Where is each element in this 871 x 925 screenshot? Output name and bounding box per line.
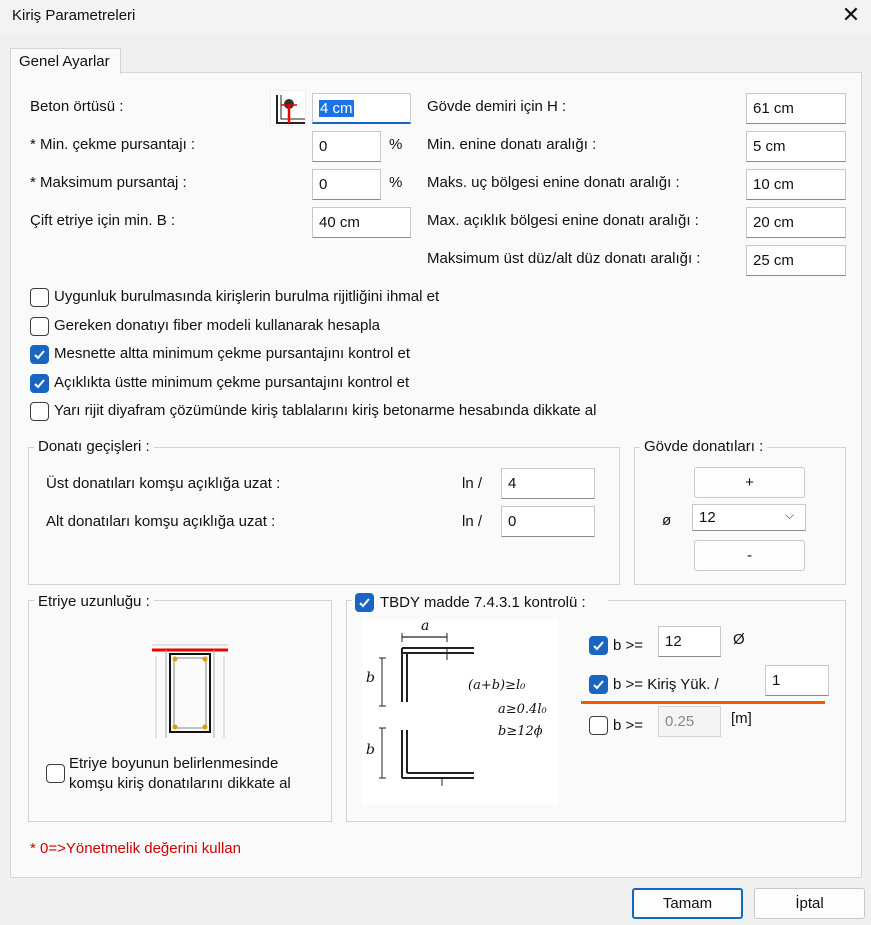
window-title: Kiriş Parametreleri: [12, 7, 136, 24]
tbdy-b-meter-checkbox[interactable]: [589, 716, 608, 735]
govde-demiri-label: Gövde demiri için H :: [427, 98, 567, 115]
beton-ortusu-label: Beton örtüsü :: [30, 98, 124, 115]
anchorage-sketch: [362, 620, 558, 804]
tbdy-b-meter-unit: [m]: [731, 710, 752, 727]
alt-donati-unit: ln /: [462, 513, 483, 530]
maks-pursantaj-label: * Maksimum pursantaj :: [30, 174, 187, 191]
min-enine-label: Min. enine donatı aralığı :: [427, 136, 597, 153]
etriye-checkbox-label-2: komşu kiriş donatılarını dikkate al: [69, 775, 291, 792]
tbdy-b-diameter-input[interactable]: 12: [658, 626, 721, 657]
close-icon[interactable]: ✕: [841, 2, 861, 27]
maks-pursantaj-input[interactable]: 0: [312, 169, 381, 200]
min-enine-input[interactable]: 5 cm: [746, 131, 846, 162]
ust-donati-unit: ln /: [462, 475, 483, 492]
cover-concrete-icon: [270, 90, 306, 126]
tbdy-checkbox[interactable]: [355, 593, 374, 612]
alt-donati-label: Alt donatıları komşu açıklığa uzat :: [46, 513, 276, 530]
min-cekme-input[interactable]: 0: [312, 131, 381, 162]
donati-gecisleri-title: Donatı geçişleri :: [34, 438, 154, 455]
option-checkbox[interactable]: [30, 317, 49, 336]
etriye-uzunlugu-title: Etriye uzunluğu :: [34, 593, 154, 610]
sketch-label-b-top: b: [366, 670, 375, 686]
cift-etriye-input[interactable]: 40 cm: [312, 207, 411, 238]
sketch-formula-1: (a+b)≥l₀: [468, 678, 526, 693]
option-label: Mesnette altta minimum çekme pursantajını kontrol et: [54, 345, 410, 362]
option-checkbox[interactable]: [30, 402, 49, 421]
tbdy-b-diameter-unit: Ø: [733, 631, 745, 648]
diameter-select-value: 12: [699, 509, 716, 526]
ok-button[interactable]: Tamam: [632, 888, 743, 919]
regulation-note: * 0=>Yönetmelik değerini kullan: [30, 840, 241, 857]
cift-etriye-label: Çift etriye için min. B :: [30, 212, 176, 229]
tbdy-b-diameter-checkbox[interactable]: [589, 636, 608, 655]
maks-uc-label: Maks. uç bölgesi enine donatı aralığı :: [427, 174, 680, 191]
stirrup-illustration: [152, 642, 228, 738]
maks-ust-duz-label: Maksimum üst düz/alt düz donatı aralığı :: [427, 250, 701, 267]
maks-ust-duz-input[interactable]: 25 cm: [746, 245, 846, 276]
govde-demiri-input[interactable]: 61 cm: [746, 93, 846, 124]
highlight-underline: [581, 701, 825, 704]
max-aciklik-label: Max. açıklık bölgesi enine donatı aralığı :: [427, 212, 699, 229]
min-cekme-label: * Min. çekme pursantajı :: [30, 136, 196, 153]
option-checkbox[interactable]: [30, 345, 49, 364]
diameter-select[interactable]: [692, 504, 806, 531]
option-checkbox[interactable]: [30, 288, 49, 307]
sketch-formula-3: b≥12ϕ: [498, 724, 543, 739]
diameter-symbol: ø: [662, 512, 672, 529]
ust-donati-label: Üst donatıları komşu açıklığa uzat :: [46, 475, 281, 492]
option-label: Uygunluk burulmasında kirişlerin burulma rijitliğini ihmal et: [54, 288, 440, 305]
tab-genel-ayarlar[interactable]: Genel Ayarlar: [10, 48, 121, 74]
tbdy-b-meter-input[interactable]: 0.25: [658, 706, 721, 737]
tbdy-b-meter-label: b >=: [613, 717, 644, 734]
tbdy-b-kiris-label: b >= Kiriş Yük. /: [613, 676, 719, 693]
tbdy-title: TBDY madde 7.4.3.1 kontrolü :: [380, 594, 586, 611]
option-label: Açıklıkta üstte minimum çekme pursantajını kontrol et: [54, 374, 410, 391]
sketch-label-b-bottom: b: [366, 742, 375, 758]
chevron-down-icon: ⌵: [785, 508, 795, 522]
alt-donati-input[interactable]: 0: [501, 506, 595, 537]
max-aciklik-input[interactable]: 20 cm: [746, 207, 846, 238]
option-checkbox[interactable]: [30, 374, 49, 393]
etriye-checkbox-label-1: Etriye boyunun belirlenmesinde: [69, 755, 279, 772]
ust-donati-input[interactable]: 4: [501, 468, 595, 499]
maks-uc-input[interactable]: 10 cm: [746, 169, 846, 200]
maks-pursantaj-unit: %: [389, 174, 403, 191]
sketch-label-a: a: [421, 618, 430, 634]
beton-ortusu-input[interactable]: 4 cm: [312, 93, 411, 124]
tbdy-b-kiris-checkbox[interactable]: [589, 675, 608, 694]
tbdy-b-diameter-label: b >=: [613, 637, 644, 654]
tbdy-b-kiris-input[interactable]: 1: [765, 665, 829, 696]
sketch-formula-2: a≥0.4l₀: [498, 702, 547, 717]
min-cekme-unit: %: [389, 136, 403, 153]
govde-donatilari-title: Gövde donatıları :: [640, 438, 767, 455]
remove-button[interactable]: -: [694, 540, 805, 571]
etriye-checkbox[interactable]: [46, 764, 65, 783]
option-label: Gereken donatıyı fiber modeli kullanarak hesapla: [54, 317, 381, 334]
cancel-button[interactable]: İptal: [754, 888, 865, 919]
add-button[interactable]: +: [694, 467, 805, 498]
option-label: Yarı rijit diyafram çözümünde kiriş tablalarını kiriş betonarme hesabında dikkate al: [54, 402, 597, 419]
